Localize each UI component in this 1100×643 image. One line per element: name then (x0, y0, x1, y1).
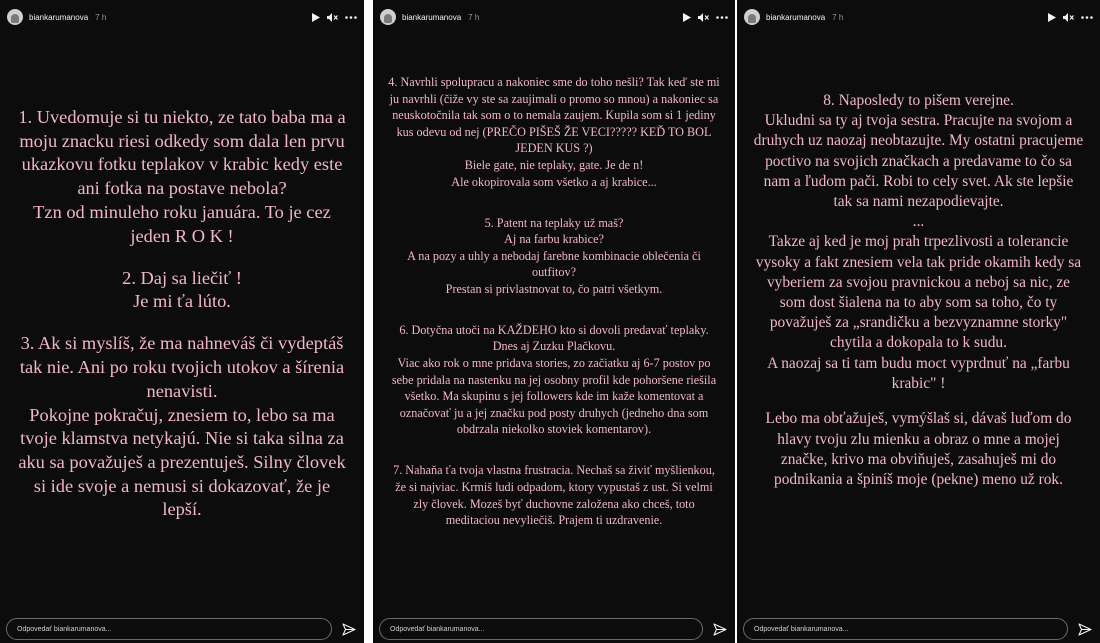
story-text (753, 91, 1084, 490)
story-panel-1[interactable] (0, 0, 364, 643)
reply-input[interactable]: Odpovedať biankarumanova... (379, 618, 703, 640)
story-controls (312, 13, 357, 22)
story-panel-3[interactable] (737, 0, 1100, 643)
story-paragraph: 8. Naposledy to pišem verejne. (823, 92, 1014, 109)
play-icon[interactable] (312, 13, 320, 22)
reply-input[interactable]: Odpovedať biankarumanova... (6, 618, 332, 640)
story-paragraph: A naozaj sa ti tam budu moct vyprdnuť na „farbu krabic" ! (767, 354, 1070, 392)
story-paragraph: Viac ako rok o mne pridava stories, zo začiatku aj 6-7 postov po sebe pridala na nastenku na jej osobny profil kde pohoršene riešila všetko. Ma skupinu s jej followers kde im kaže komentovat a označovať ju a jej značku pod posty druhych (jedneho dna som obdrzala niekolko stoviek komentarov). (391, 356, 717, 437)
mute-icon[interactable] (327, 13, 338, 22)
story-controls (683, 13, 728, 22)
more-icon[interactable] (716, 16, 728, 19)
mute-icon[interactable] (698, 13, 709, 22)
story-paragraph: Je mi ťa lúto. (133, 291, 231, 312)
story-paragraph: 5. Patent na teplaky už maš? (484, 215, 624, 230)
timestamp: 7 h (832, 12, 844, 22)
play-icon[interactable] (683, 13, 691, 22)
mute-icon[interactable] (1063, 13, 1074, 22)
story-footer (6, 618, 358, 640)
username[interactable]: biankarumanova (29, 12, 89, 22)
story-paragraph: Lebo ma obťažuješ, vymýšlaš si, dávaš luďom do hlavy tvoju zlu mienku a obraz o mne a mojej značke, krivo ma obviňuješ, zasahuješ mi do podnikania a špiníš moje (pekne) meno už rok. (765, 410, 1072, 489)
play-icon[interactable] (1048, 13, 1056, 22)
story-paragraph: ... (912, 213, 925, 231)
story-paragraph: 3. Ak si myslíš, že ma nahneváš či vydeptáš tak nie. Ani po roku tvojich utokov a šírenia nenavisti. (19, 333, 345, 401)
timestamp: 7 h (95, 12, 107, 22)
story-paragraph: Ale okopirovala som všetko a aj krabice... (451, 174, 657, 189)
story-paragraph: Ukludni sa ty aj tvoja sestra. Pracujte na svojom a druhych uz naozaj neobtazujte. My ostatni pracujeme poctivo na svojich značkach a predavame to čo sa nam a ľudom pači. Robi to cely svet. Ak ste lepšie tak sa nami nezapodievajte. (753, 112, 1084, 211)
story-paragraph: 2. Daj sa liečiť ! (122, 267, 242, 288)
send-icon[interactable] (711, 623, 729, 636)
more-icon[interactable] (345, 16, 357, 19)
story-header (0, 0, 364, 34)
story-paragraph: 7. Nahaňa ťa tvoja vlastna frustracia. Nechaš sa živiť myšlienkou, že si najviac. Krmiš ludi odpadom, ktory vypustaš z ust. Si velmi zly človek. Mozeš byť duchovne založena ako chceš, toto meditaciou nevyliečiš. Prajem ti uzdravenie. (393, 463, 715, 528)
reply-input[interactable]: Odpovedať biankarumanova... (743, 618, 1068, 640)
send-icon[interactable] (1076, 623, 1094, 636)
story-paragraph: Aj na farbu krabice? (504, 232, 604, 247)
story-header (373, 0, 735, 34)
story-footer (743, 618, 1094, 640)
avatar[interactable] (7, 9, 23, 25)
timestamp: 7 h (468, 12, 480, 22)
story-paragraph: 1. Uvedomuje si tu niekto, ze tato baba ma a moju znacku riesi odkedy som dala len prvu ukazkovu fotku teplakov v krabic kedy este ani fotka na postave nebola? (18, 107, 346, 199)
story-paragraph: A na pozy a uhly a nebodaj farebne kombinacie oblečenia či outfitov? (407, 248, 701, 280)
story-panel-2[interactable] (373, 0, 735, 643)
story-footer (379, 618, 729, 640)
story-controls (1048, 13, 1093, 22)
send-icon[interactable] (340, 623, 358, 636)
story-paragraph: Biele gate, nie teplaky, gate. Je de n! (464, 157, 644, 172)
story-paragraph: Tzn od minuleho roku januára. To je cez jeden R O K ! (33, 201, 331, 246)
story-paragraph: Pokojne pokračuj, znesiem to, lebo sa ma tvoje klamstva netykajú. Nie si taka silna za aku sa považuješ a prezentuješ. Silny človek si ide svoje a nemusi si dokazovať, že je lepší. (18, 404, 346, 520)
story-header (737, 0, 1100, 34)
avatar[interactable] (380, 9, 396, 25)
story-text (14, 106, 350, 522)
story-text (387, 74, 721, 529)
username[interactable]: biankarumanova (766, 12, 826, 22)
story-paragraph: 4. Navrhli spolupracu a nakoniec sme do toho nešli? Tak keď ste mi ju navrhli (čiže vy ste sa zaujimali o promo so mnou) a nakoniec sa neuskotočnila tak som o to nemala zaujem. Kupila som si 1 jediny kus odevu od nej (PREČO PIŠEŠ ŽE VECI????? KEĎ TO BOL JEDEN KUS ?) (388, 75, 720, 156)
story-paragraph: Prestan si privlastnovat to, čo patri všetkym. (445, 281, 663, 296)
more-icon[interactable] (1081, 16, 1093, 19)
story-paragraph: Takze aj ked je moj prah trpezlivosti a tolerancie vysoky a fakt znesiem vela tak pride okamih kedy sa vyberiem za svojou pravnickou a neboj sa nic, ze som dost šialena na to aby som sa toho, čo ty považuješ za „srandičku a bezvyznamne storky" chytila a dokopala to k sudu. (755, 233, 1082, 352)
username[interactable]: biankarumanova (402, 12, 462, 22)
story-paragraph: 6. Dotyčna utoči na KAŽDEHO kto si dovoli predavať teplaky. Dnes aj Zuzku Plačkovu. (399, 322, 709, 354)
avatar[interactable] (744, 9, 760, 25)
